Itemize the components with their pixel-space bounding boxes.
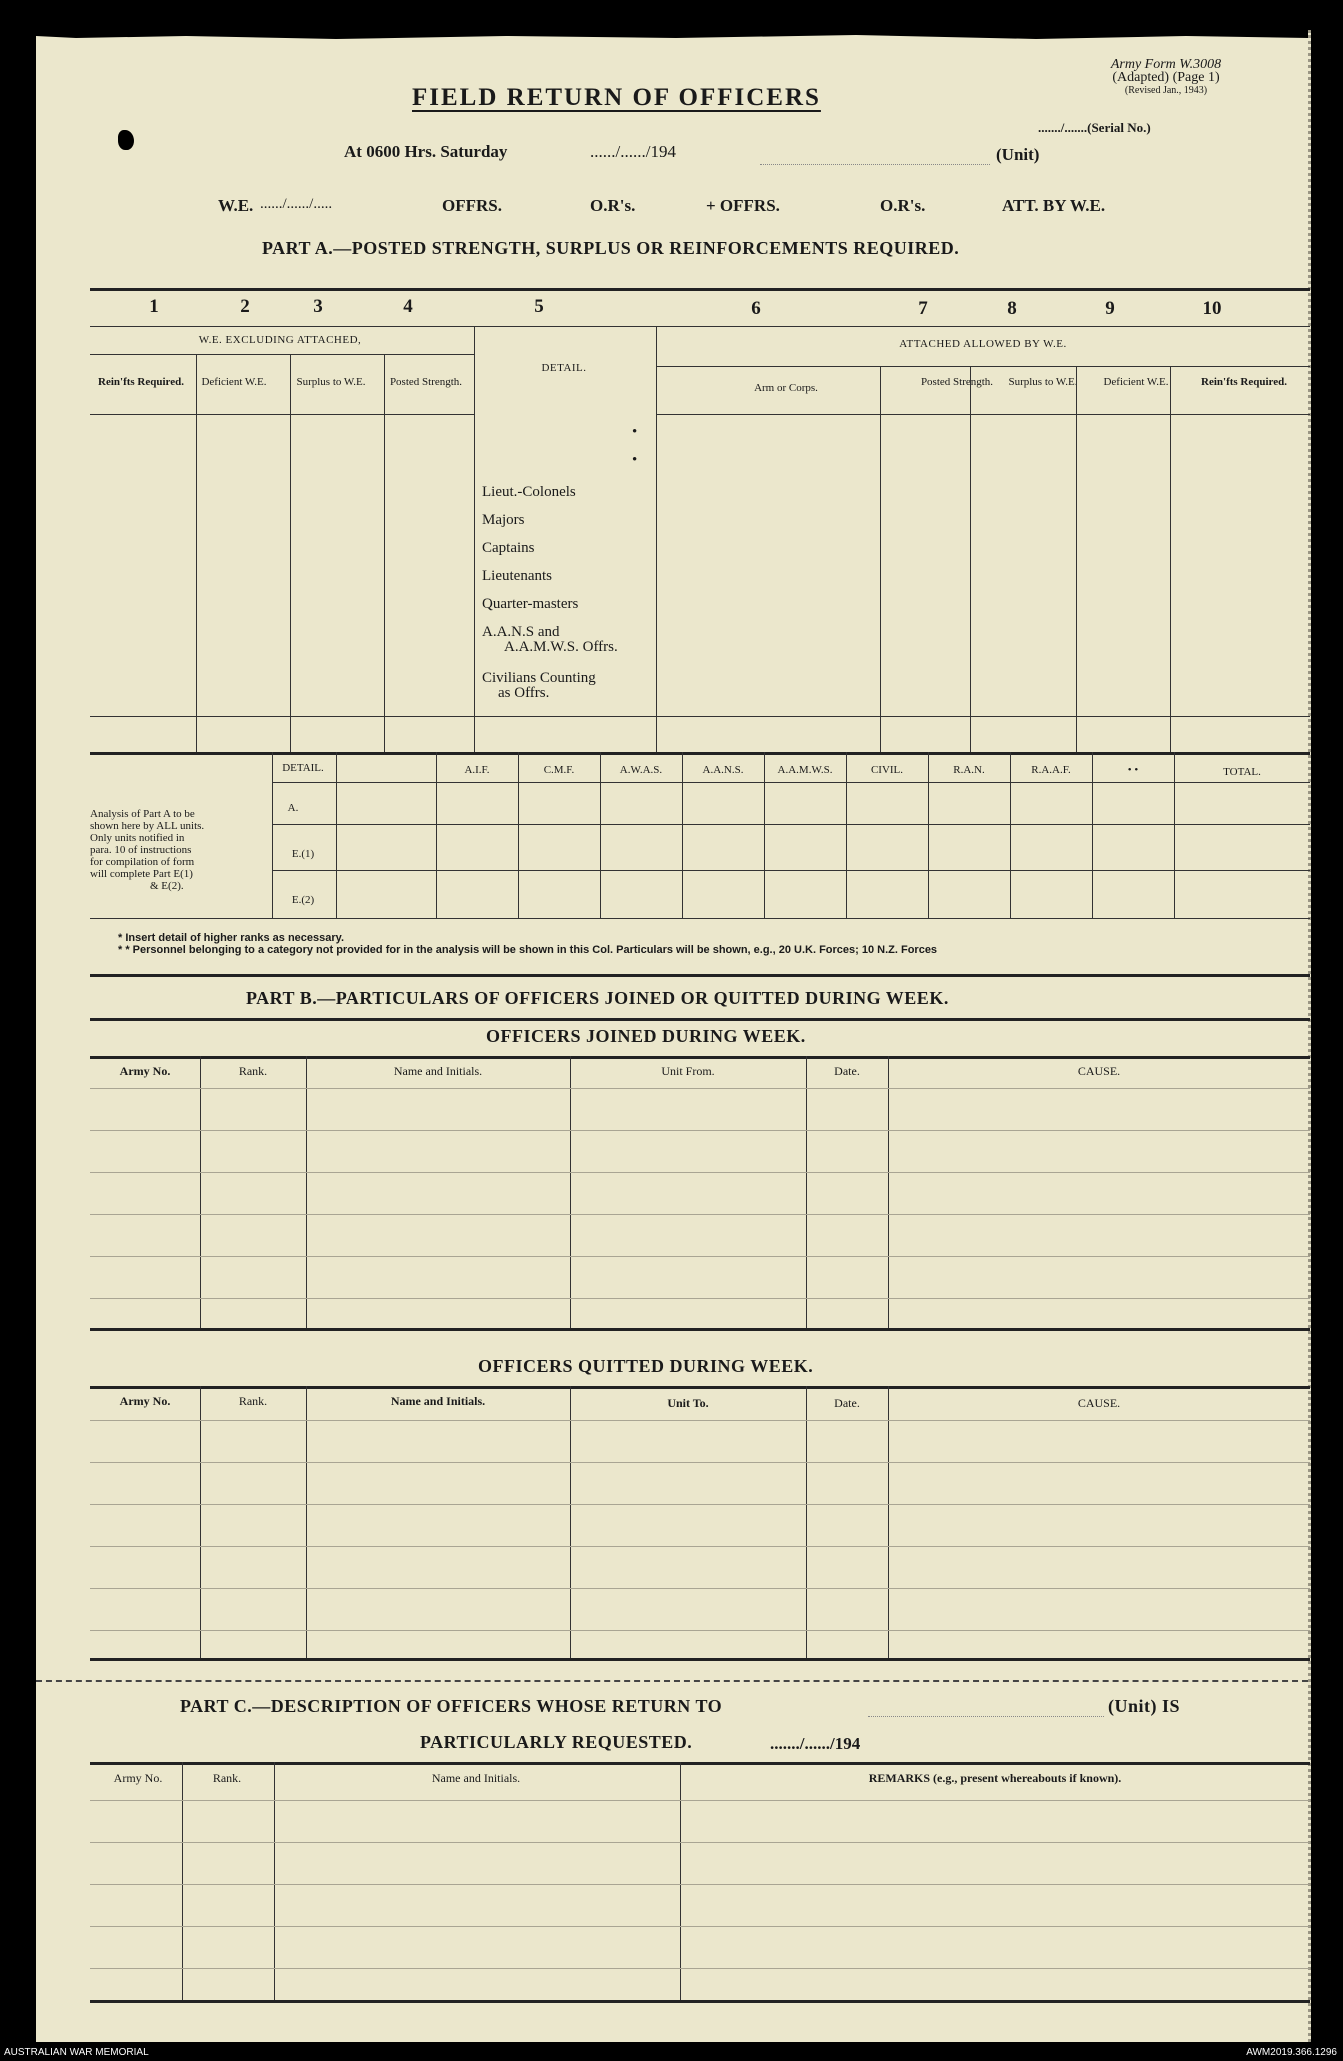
- form-paper: [36, 30, 1311, 2042]
- paper-hole: [118, 130, 134, 150]
- unit-label: (Unit): [996, 145, 1040, 164]
- rank-captains: Captains: [482, 540, 535, 556]
- analysis-note-5: for compilation of form: [90, 856, 195, 868]
- hdr-posted-left: Posted Strength.: [389, 376, 463, 388]
- analysis-note-4: para. 10 of instructions: [90, 844, 192, 856]
- part-c-row-rule-1: [90, 1800, 1310, 1801]
- joined-row-rule-4: [90, 1214, 1310, 1215]
- analysis-note-2: shown here by ALL units.: [90, 820, 205, 832]
- quitted-hdr-cause: CAUSE.: [1077, 1396, 1121, 1410]
- analysis-detail-label: DETAIL.: [282, 762, 324, 774]
- part-b-title-rule: [90, 1018, 1310, 1021]
- footer-right: AWM2019.366.1296: [1246, 2047, 1337, 2058]
- rank-civilians: Civilians Counting: [482, 670, 596, 686]
- analysis-vline-2: [436, 752, 437, 918]
- attached-allowed-label: ATTACHED ALLOWED BY W.E.: [899, 338, 1067, 350]
- col-num-1: 1: [149, 296, 159, 317]
- rank-lieut-colonels: Lieut.-Colonels: [482, 484, 576, 500]
- archive-footer: [0, 2046, 1343, 2061]
- we-fill: ....../....../.....: [260, 196, 333, 212]
- quitted-vline-5: [888, 1386, 889, 1658]
- part-c-unit-is: (Unit) IS: [1108, 1696, 1181, 1716]
- quitted-hdr-name: Name and Initials.: [390, 1394, 486, 1408]
- joined-vline-3: [570, 1056, 571, 1328]
- analysis-hdr-raaf: R.A.A.F.: [1031, 764, 1071, 776]
- analysis-hdr-total: TOTAL.: [1223, 766, 1261, 778]
- bullet-1: •: [632, 424, 638, 440]
- footer-left: AUSTRALIAN WAR MEMORIAL: [4, 2047, 149, 2058]
- form-id-line3: (Revised Jan., 1943): [1124, 85, 1208, 96]
- part-b-title: PART B.—PARTICULARS OF OFFICERS JOINED OR QUITTED DURING WEEK.: [246, 988, 949, 1008]
- torn-top-edge: [36, 30, 1308, 50]
- form-title: FIELD RETURN OF OFFICERS: [412, 84, 821, 111]
- vline-a5: [656, 326, 657, 752]
- vline-a3: [384, 354, 385, 752]
- quitted-row-rule-3: [90, 1504, 1310, 1505]
- part-c-hdr-name: Name and Initials.: [431, 1771, 521, 1785]
- analysis-hdr-aif: A.I.F.: [464, 764, 490, 776]
- quitted-vline-4: [806, 1386, 807, 1658]
- hdr-rule-left: [90, 414, 474, 415]
- plus-offrs-label: + OFFRS.: [706, 196, 780, 215]
- hdr-reinfts-left-text: Rein'fts Required.: [98, 376, 184, 388]
- footnote-2: * * Personnel belonging to a category not provided for in the analysis will be shown in this Col. Particulars will be shown, e.g., 20 U.K. Forces; 10 N.Z. Forces: [118, 944, 938, 956]
- at-hours: At 0600 Hrs. Saturday: [344, 142, 508, 161]
- part-c-hdr-rank: Rank.: [212, 1771, 242, 1785]
- joined-vline-1: [200, 1056, 201, 1328]
- col-num-9: 9: [1105, 298, 1115, 319]
- joined-top-rule: [90, 1056, 1310, 1059]
- analysis-vline-1: [336, 752, 337, 918]
- col-num-7: 7: [918, 298, 928, 319]
- hdr-deficient-left: Deficient W.E.: [201, 376, 267, 388]
- analysis-vline-3: [518, 752, 519, 918]
- quitted-vline-1: [200, 1386, 201, 1658]
- vline-a9: [1170, 366, 1171, 752]
- quitted-hdr-date: Date.: [834, 1396, 860, 1410]
- quitted-row-rule-4: [90, 1546, 1310, 1547]
- analysis-hdr-awas: A.W.A.S.: [619, 764, 663, 776]
- part-a-title: PART A.—POSTED STRENGTH, SURPLUS OR REINFORCEMENTS REQUIRED.: [262, 238, 960, 258]
- joined-vline-2: [306, 1056, 307, 1328]
- analysis-vline-10: [1092, 752, 1093, 918]
- form-id-line2: (Adapted) (Page 1): [1112, 70, 1220, 85]
- date-fill: ....../....../194: [590, 142, 676, 161]
- quitted-row-rule-5: [90, 1588, 1310, 1589]
- analysis-bottom-rule: [90, 918, 1310, 919]
- quitted-row-rule-6: [90, 1630, 1310, 1631]
- quitted-title: OFFICERS QUITTED DURING WEEK.: [478, 1356, 814, 1376]
- joined-row-rule-2: [90, 1130, 1310, 1131]
- part-c-vline-1: [182, 1762, 183, 2002]
- att-sub-rule: [656, 366, 1310, 367]
- part-c-vline-2: [274, 1762, 275, 2002]
- analysis-vline-8: [928, 752, 929, 918]
- vline-a2: [290, 354, 291, 752]
- joined-hdr-cause: CAUSE.: [1077, 1064, 1121, 1078]
- part-c-unit-fill: [868, 1716, 1104, 1717]
- quitted-vline-2: [306, 1386, 307, 1658]
- joined-title: OFFICERS JOINED DURING WEEK.: [486, 1026, 806, 1046]
- quitted-row-rule-1: [90, 1420, 1310, 1421]
- rank-majors: Majors: [482, 512, 525, 528]
- joined-row-rule-5: [90, 1256, 1310, 1257]
- quitted-hdr-rank: Rank.: [238, 1394, 268, 1408]
- part-a-total-rule: [90, 716, 1310, 717]
- part-c-vline-3: [680, 1762, 681, 2002]
- part-b-top-rule: [90, 974, 1310, 977]
- analysis-note: [90, 808, 280, 892]
- serial-fill: ......./.......: [1038, 120, 1088, 135]
- analysis-row-rule-2: [272, 870, 1310, 871]
- serial-no: [1038, 120, 1151, 136]
- we-excluding-label: W.E. EXCLUDING ATTACHED,: [198, 334, 362, 346]
- part-c-row-rule-5: [90, 1968, 1310, 1969]
- col-num-2: 2: [240, 296, 250, 317]
- rank-aans: A.A.N.S and: [482, 624, 560, 640]
- form-id-line1: Army Form W.3008: [1110, 57, 1222, 72]
- col-num-4: 4: [403, 296, 413, 317]
- rank-aamws: A.A.M.W.S. Offrs.: [504, 639, 618, 655]
- analysis-row-e2: E.(2): [291, 894, 315, 906]
- analysis-hdr-other: • •: [1127, 764, 1139, 776]
- rank-lieutenants: Lieutenants: [482, 568, 552, 584]
- col-num-5: 5: [534, 296, 544, 317]
- ors2-label: O.R's.: [880, 196, 926, 215]
- part-c-hdr-remarks: REMARKS (e.g., present whereabouts if known).: [868, 1771, 1122, 1785]
- quitted-row-rule-2: [90, 1462, 1310, 1463]
- we-sub-rule: [90, 354, 474, 355]
- analysis-hdr-aamws: A.A.M.W.S.: [777, 764, 833, 776]
- analysis-row-rule-1: [272, 824, 1310, 825]
- analysis-vline-4: [600, 752, 601, 918]
- joined-row-rule-1: [90, 1088, 1310, 1089]
- hdr-arm-corps: Arm or Corps.: [754, 382, 818, 394]
- part-c-row-rule-2: [90, 1842, 1310, 1843]
- att-label: ATT. BY W.E.: [1002, 196, 1106, 215]
- analysis-note-6: will complete Part E(1): [90, 868, 193, 880]
- part-c-row-rule-3: [90, 1884, 1310, 1885]
- part-a-top-rule: [90, 288, 1310, 291]
- rank-quarter-masters: Quarter-masters: [482, 596, 579, 612]
- hdr-surplus-right: Surplus to W.E.: [1008, 376, 1078, 388]
- part-c-hdr-army-no: Army No.: [113, 1771, 163, 1785]
- unit-fill-line: [760, 164, 990, 165]
- perforation-line: [36, 1680, 1308, 1682]
- analysis-row-e1: E.(1): [291, 848, 315, 860]
- analysis-vline-6: [764, 752, 765, 918]
- analysis-hdr-cmf: C.M.F.: [543, 764, 575, 776]
- offrs-label: OFFRS.: [442, 196, 502, 215]
- quitted-hdr-unit-to: Unit To.: [667, 1396, 709, 1410]
- joined-row-rule-6: [90, 1298, 1310, 1299]
- part-c-top-rule: [90, 1762, 1310, 1765]
- part-a-num-rule: [90, 326, 1310, 327]
- part-c-line2: PARTICULARLY REQUESTED.: [420, 1732, 693, 1752]
- vline-a1: [196, 354, 197, 752]
- form-id: [1056, 58, 1276, 97]
- col-num-3: 3: [313, 296, 323, 317]
- analysis-vline-5: [682, 752, 683, 918]
- part-c-row-rule-4: [90, 1926, 1310, 1927]
- analysis-note-1: Analysis of Part A to be: [90, 808, 195, 820]
- analysis-vline-9: [1010, 752, 1011, 918]
- bullet-2: •: [632, 452, 638, 468]
- quitted-vline-3: [570, 1386, 571, 1658]
- hdr-rule-right: [656, 414, 1310, 415]
- hdr-deficient-right: Deficient W.E.: [1103, 376, 1169, 388]
- part-a-bottom-rule: [90, 752, 1310, 755]
- part-c-line1: PART C.—DESCRIPTION OF OFFICERS WHOSE RETURN TO: [180, 1696, 723, 1716]
- footnote-1: * Insert detail of higher ranks as necessary.: [118, 932, 345, 944]
- vline-a7: [970, 366, 971, 752]
- analysis-vline-7: [846, 752, 847, 918]
- col-num-8: 8: [1007, 298, 1017, 319]
- hdr-posted-right: Posted Strength.: [920, 376, 994, 388]
- vline-a6: [880, 366, 881, 752]
- joined-vline-5: [888, 1056, 889, 1328]
- joined-vline-4: [806, 1056, 807, 1328]
- serial-label: (Serial No.): [1087, 120, 1151, 135]
- hdr-reinfts-right: Rein'fts Required.: [1201, 376, 1287, 388]
- joined-hdr-unit-from: Unit From.: [661, 1064, 715, 1078]
- analysis-row-a: A.: [287, 802, 299, 814]
- analysis-hdr-aans: A.A.N.S.: [702, 764, 744, 776]
- quitted-bottom-rule: [90, 1658, 1310, 1661]
- col-num-10: 10: [1202, 298, 1222, 319]
- col-num-6: 6: [751, 298, 761, 319]
- rank-as-offrs: as Offrs.: [498, 685, 550, 701]
- part-c-date-fill: ......./....../194: [770, 1734, 861, 1753]
- joined-hdr-rank: Rank.: [238, 1064, 268, 1078]
- joined-hdr-date: Date.: [834, 1064, 860, 1078]
- we-label: W.E.: [218, 196, 254, 215]
- ors-label: O.R's.: [590, 196, 636, 215]
- detail-label: DETAIL.: [541, 362, 587, 374]
- quitted-top-rule: [90, 1386, 1310, 1389]
- analysis-hdr-rule: [272, 782, 1310, 783]
- joined-bottom-rule: [90, 1328, 1310, 1331]
- joined-row-rule-3: [90, 1172, 1310, 1173]
- quitted-hdr-army-no: Army No.: [119, 1394, 171, 1408]
- part-c-bottom-rule: [90, 2000, 1310, 2003]
- hdr-reinfts-left: [96, 376, 186, 388]
- analysis-hdr-civil: CIVIL.: [870, 764, 904, 776]
- analysis-hdr-ran: R.A.N.: [953, 764, 985, 776]
- hdr-surplus-left: Surplus to W.E.: [296, 376, 366, 388]
- analysis-note-3: Only units notified in: [90, 832, 185, 844]
- joined-hdr-name: Name and Initials.: [393, 1064, 483, 1078]
- analysis-note-7: & E(2).: [150, 880, 184, 892]
- vline-a8: [1076, 366, 1077, 752]
- joined-hdr-army-no: Army No.: [119, 1064, 171, 1078]
- vline-a4: [474, 326, 475, 752]
